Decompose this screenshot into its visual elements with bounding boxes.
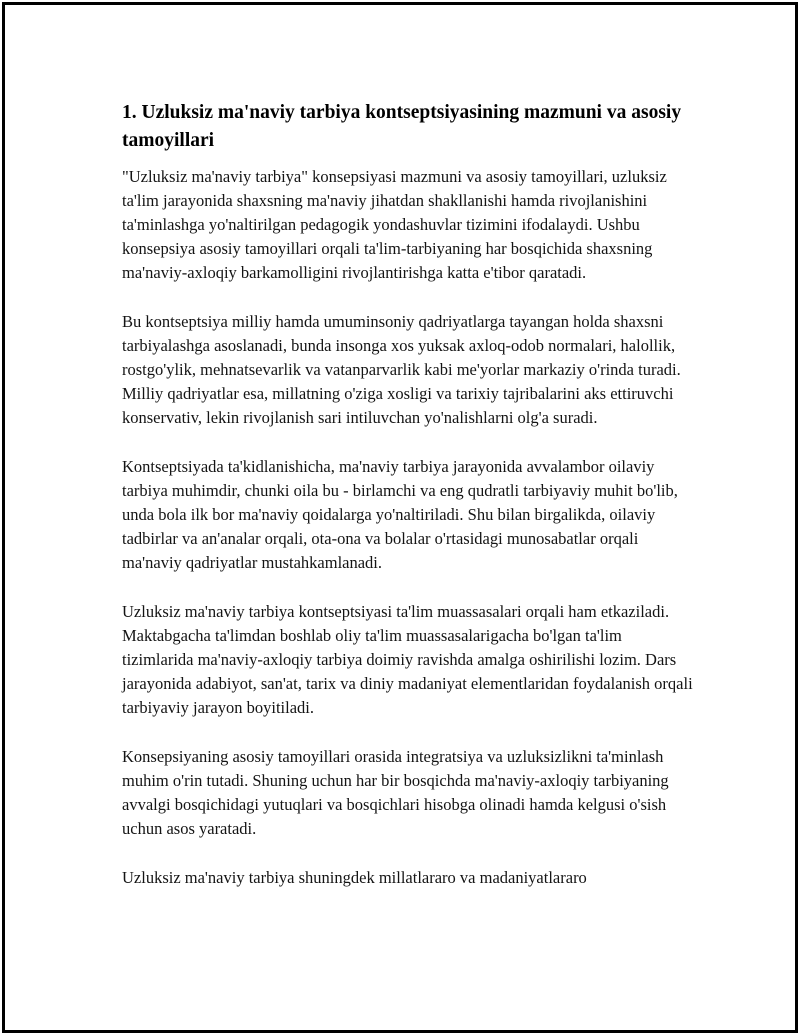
section-heading: 1. Uzluksiz ma'naviy tarbiya kontseptsiyasining mazmuni va asosiy tamoyillari <box>122 102 682 151</box>
paragraph-6: Uzluksiz ma'naviy tarbiya shuningdek millatlararo va madaniyatlararo <box>122 868 587 887</box>
paragraph-3: Kontseptsiyada ta'kidlanishicha, ma'naviy tarbiya jarayonida avvalambor oilaviy tarbiya muhimdir, chunki oila bu - birlamchi va eng qudratli tarbiyaviy muhit bo'lib, unda bola ilk bor ma'naviy qoidalarga yo'naltiriladi. Shu bilan birgalikda, oilaviy tadbirlar va an'analar orqali, ota-ona va bolalar o'rtasidagi munosabatlar orqali ma'naviy qadriyatlar mustahkamlanadi. <box>122 457 678 572</box>
page-frame <box>2 2 798 1033</box>
paragraph-2: Bu kontseptsiya milliy hamda umuminsoniy qadriyatlarga tayangan holda shaxsni tarbiyalashga asoslanadi, bunda insonga xos yuksak axloq-odob normalari, halollik, rostgo'ylik, mehnatsevarlik va vatanparvarlik kabi me'yorlar markaziy o'rinda turadi. Milliy qadriyatlar esa, millatning o'ziga xosligi va tarixiy tajribalarini aks ettiruvchi konservativ, lekin rivojlanish sari intiluvchan yo'nalishlarni olg'a suradi. <box>122 312 681 427</box>
paragraph-5: Konsepsiyaning asosiy tamoyillari orasida integratsiya va uzluksizlikni ta'minlash muhim o'rin tutadi. Shuning uchun har bir bosqichda ma'naviy-axloqiy tarbiyaning avvalgi bosqichidagi yutuqlari va bosqichlari hisobga olinadi hamda kelgusi o'sish uchun asos yaratadi. <box>122 747 669 838</box>
paragraph-1: "Uzluksiz ma'naviy tarbiya" konsepsiyasi mazmuni va asosiy tamoyillari, uzluksiz ta'lim jarayonida shaxsning ma'naviy jihatdan shakllanishi hamda rivojlanishini ta'minlashga yo'naltirilgan pedagogik yondashuvlar tizimini ifodalaydi. Ushbu konsepsiya asosiy tamoyillari orqali ta'lim-tarbiyaning har bosqichida shaxsning ma'naviy-axloqiy barkamolligini rivojlantirishga katta e'tibor qaratadi. <box>122 167 667 282</box>
paragraph-4: Uzluksiz ma'naviy tarbiya kontseptsiyasi ta'lim muassasalari orqali ham etkaziladi. Maktabgacha ta'limdan boshlab oliy ta'lim muassasalarigacha bo'lgan ta'lim tizimlarida ma'naviy-axloqiy tarbiya doimiy ravishda amalga oshirilishi lozim. Dars jarayonida adabiyot, san'at, tarix va diniy madaniyat elementlaridan foydalanish orqali tarbiyaviy jarayon boyitiladi. <box>122 602 693 717</box>
document-body <box>122 99 694 890</box>
